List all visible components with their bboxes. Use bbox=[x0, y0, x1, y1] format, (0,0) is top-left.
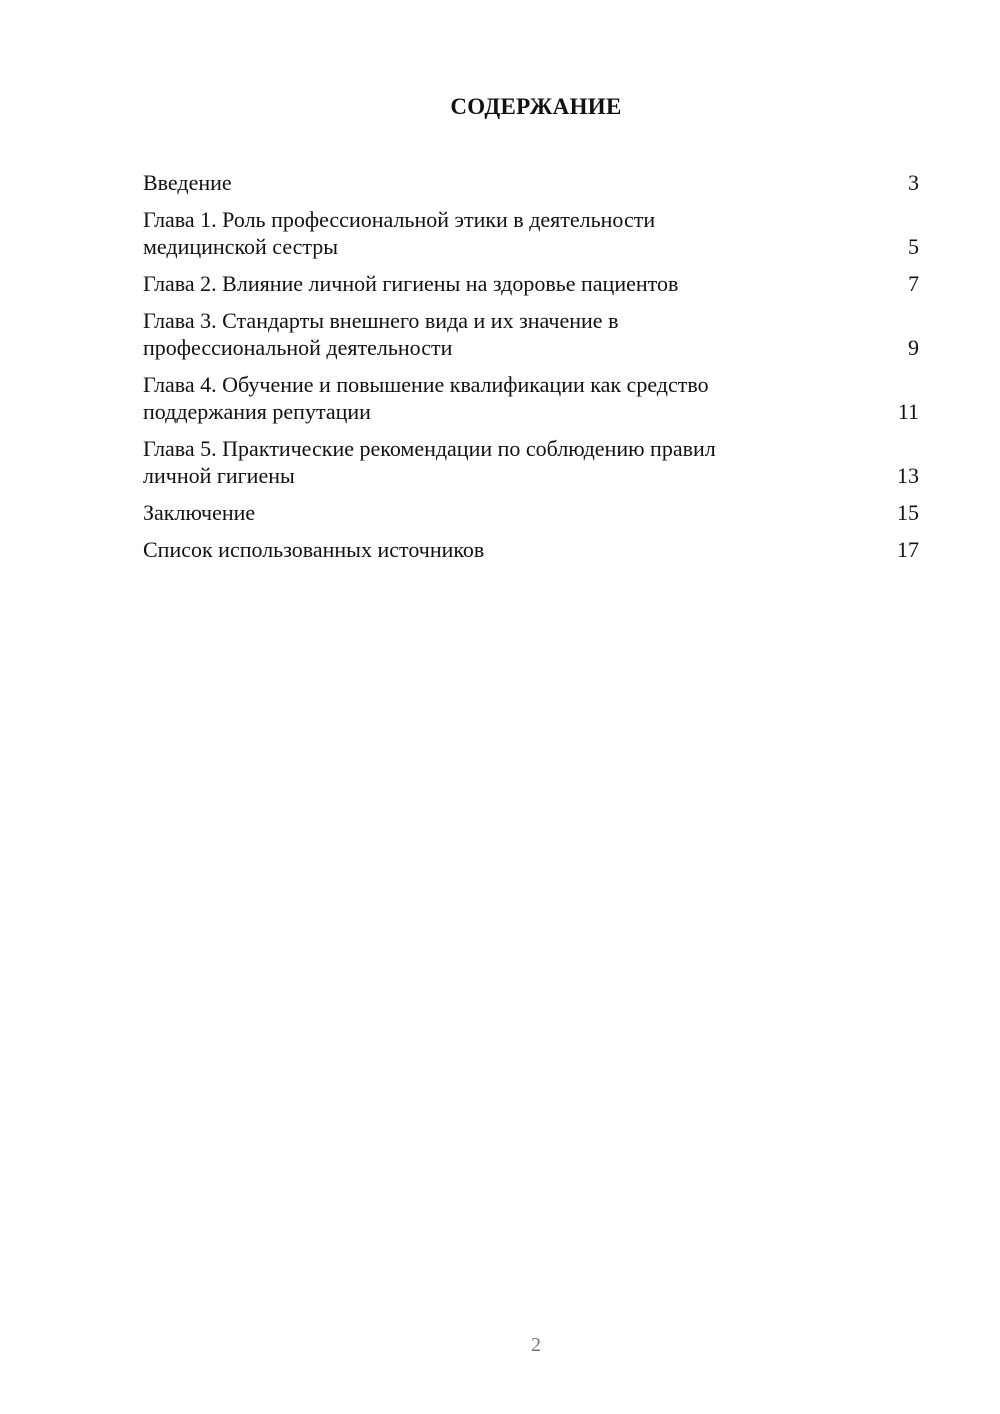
toc-entry-page-number: 11 bbox=[897, 399, 919, 424]
toc-entry-chapter-2 bbox=[143, 270, 919, 297]
toc-entry-line: Список использованных источников bbox=[143, 537, 485, 562]
toc-entry-chapter-5 bbox=[143, 435, 919, 489]
toc-entry-line: Глава 4. Обучение и повышение квалификации как средство bbox=[143, 372, 709, 397]
toc-entry-line: Глава 5. Практические рекомендации по соблюдению правил bbox=[143, 436, 716, 461]
toc-entry-text bbox=[143, 371, 709, 425]
toc-entry-page-number: 17 bbox=[897, 537, 919, 562]
toc-entry-page-number: 9 bbox=[908, 335, 919, 360]
toc-entry-introduction bbox=[143, 169, 919, 196]
toc-entry-page-number: 3 bbox=[908, 170, 919, 195]
toc-entry-references bbox=[143, 536, 919, 563]
toc-entry-page-number: 15 bbox=[897, 500, 919, 525]
toc-entry-page-number: 7 bbox=[908, 271, 919, 296]
page-number: 2 bbox=[531, 1334, 541, 1356]
toc-entry-chapter-1 bbox=[143, 206, 919, 260]
toc-entry-line: Глава 2. Влияние личной гигиены на здоровье пациентов bbox=[143, 271, 679, 296]
toc-entry-conclusion bbox=[143, 499, 919, 526]
toc-entry-page-number: 5 bbox=[908, 234, 919, 259]
toc-entry-chapter-3 bbox=[143, 307, 919, 361]
toc-entry-chapter-4 bbox=[143, 371, 919, 425]
toc-entry-line: Введение bbox=[143, 170, 232, 195]
toc-entry-text bbox=[143, 307, 618, 361]
toc-entry-line: Заключение bbox=[143, 500, 256, 525]
toc-entry-line: личной гигиены bbox=[143, 463, 295, 488]
toc-list bbox=[143, 169, 919, 573]
toc-entry-text bbox=[143, 169, 232, 196]
toc-entry-text bbox=[143, 536, 484, 563]
toc-entry-text bbox=[143, 499, 255, 526]
toc-entry-line: медицинской сестры bbox=[143, 234, 339, 259]
toc-entry-text bbox=[143, 206, 655, 260]
toc-entry-line: Глава 3. Стандарты внешнего вида и их значение в bbox=[143, 308, 619, 333]
toc-entry-text bbox=[143, 435, 716, 489]
toc-entry-line: поддержания репутации bbox=[143, 399, 371, 424]
toc-entry-line: Глава 1. Роль профессиональной этики в деятельности bbox=[143, 207, 656, 232]
toc-title: СОДЕРЖАНИЕ bbox=[450, 94, 622, 119]
toc-entry-line: профессиональной деятельности bbox=[143, 335, 453, 360]
toc-entry-text bbox=[143, 270, 678, 297]
toc-entry-page-number: 13 bbox=[897, 463, 919, 488]
